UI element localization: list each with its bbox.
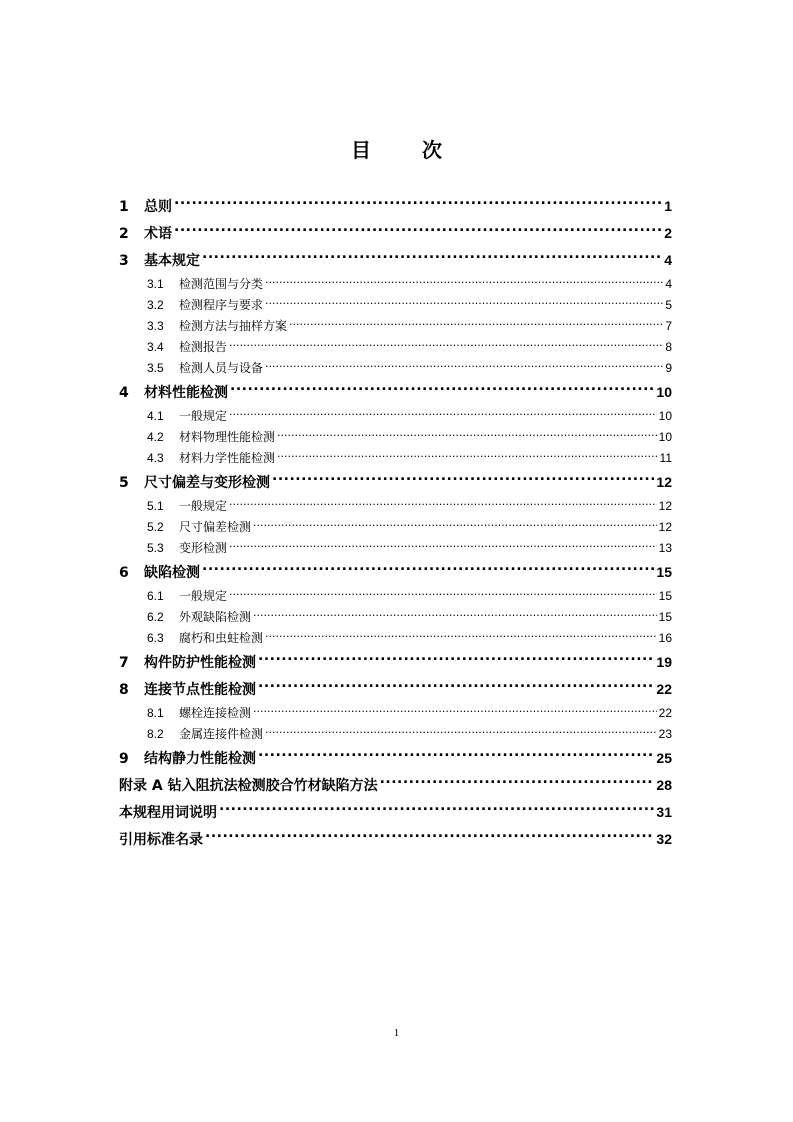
toc-subsection-entry[interactable]	[119, 274, 672, 295]
toc-subsection-entry[interactable]	[119, 427, 672, 448]
toc-entry-number: 3.5	[147, 361, 164, 375]
toc-entry-title: 术语	[144, 226, 172, 242]
dot-leader	[272, 473, 654, 487]
toc-entry-page: 10	[658, 409, 672, 423]
dot-leader	[265, 726, 657, 738]
toc-entry-page: 25	[656, 750, 672, 766]
toc-entry-title: 变形检测	[179, 541, 228, 555]
toc-section-entry[interactable]	[119, 469, 672, 496]
page-number: 1	[393, 1027, 400, 1039]
toc-entry-title: 连接节点性能检测	[144, 682, 256, 698]
toc-section-entry[interactable]	[119, 247, 672, 274]
dot-leader	[253, 705, 657, 717]
toc-entry-number: 6.1	[147, 589, 164, 603]
toc-entry-page: 28	[656, 777, 672, 793]
toc-entry-page: 19	[656, 654, 672, 670]
toc-entry-title: 尺寸偏差与变形检测	[144, 475, 270, 491]
toc-entry-title: 附录 A 钻入阻抗法检测胶合竹材缺陷方法	[119, 778, 378, 794]
toc-entry-page: 16	[658, 631, 672, 645]
toc-entry-page: 2	[664, 225, 672, 241]
toc-entry-number: 4.3	[147, 451, 164, 465]
toc-entry-page: 22	[658, 706, 672, 720]
dot-leader	[265, 276, 663, 288]
toc-entry-number: 9	[119, 751, 129, 767]
toc-section-entry[interactable]	[119, 676, 672, 703]
toc-entry-page: 11	[659, 451, 672, 465]
toc-entry-number: 8	[119, 682, 129, 698]
toc-entry-page: 4	[665, 277, 672, 291]
toc-subsection-entry[interactable]	[119, 703, 672, 724]
toc-entry-page: 5	[665, 298, 672, 312]
toc-entry-number: 3.2	[147, 298, 164, 312]
dot-leader	[265, 297, 663, 309]
toc-entry-page: 12	[658, 499, 672, 513]
dot-leader	[229, 408, 657, 420]
dot-leader	[289, 318, 663, 330]
dot-leader	[229, 339, 663, 351]
toc-entry-page: 10	[658, 430, 672, 444]
toc-entry-page: 31	[656, 804, 672, 820]
toc-subsection-entry[interactable]	[119, 517, 672, 538]
toc-entry-title: 检测报告	[179, 340, 228, 354]
toc-section-entry[interactable]	[119, 559, 672, 586]
dot-leader	[174, 224, 662, 238]
dot-leader	[229, 498, 657, 510]
toc-entry-page: 15	[658, 610, 672, 624]
toc-subsection-entry[interactable]	[119, 724, 672, 745]
toc-page-title: 目 次	[351, 138, 464, 162]
toc-entry-title: 缺陷检测	[144, 565, 200, 581]
toc-entry-title: 总则	[144, 199, 172, 215]
toc-entry-number: 4	[119, 385, 129, 401]
toc-entry-title: 一般规定	[179, 499, 228, 513]
toc-entry-title: 尺寸偏差检测	[179, 520, 252, 534]
toc-entry-title: 引用标准名录	[119, 832, 203, 848]
toc-subsection-entry[interactable]	[119, 448, 672, 469]
toc-entry-title: 螺栓连接检测	[179, 706, 252, 720]
toc-entry-title: 材料力学性能检测	[179, 451, 276, 465]
toc-section-entry[interactable]	[119, 220, 672, 247]
toc-subsection-entry[interactable]	[119, 358, 672, 379]
table-of-contents	[119, 193, 672, 853]
toc-subsection-entry[interactable]	[119, 406, 672, 427]
toc-subsection-entry[interactable]	[119, 316, 672, 337]
toc-entry-page: 22	[656, 681, 672, 697]
toc-entry-title: 腐朽和虫蛀检测	[179, 631, 264, 645]
toc-entry-number: 5.2	[147, 520, 164, 534]
dot-leader	[202, 251, 662, 265]
toc-entry-page: 15	[658, 589, 672, 603]
toc-entry-number: 3	[119, 253, 129, 269]
toc-section-entry[interactable]	[119, 772, 672, 799]
toc-entry-page: 10	[656, 384, 672, 400]
dot-leader	[229, 540, 657, 552]
toc-entry-title: 检测范围与分类	[179, 277, 264, 291]
toc-subsection-entry[interactable]	[119, 607, 672, 628]
toc-subsection-entry[interactable]	[119, 496, 672, 517]
toc-entry-title: 检测人员与设备	[179, 361, 264, 375]
toc-entry-number: 7	[119, 655, 129, 671]
toc-entry-page: 13	[658, 541, 672, 555]
toc-entry-number: 1	[119, 199, 129, 215]
dot-leader	[230, 383, 654, 397]
dot-leader	[174, 197, 662, 211]
toc-entry-title: 基本规定	[144, 253, 200, 269]
toc-entry-page: 12	[656, 474, 672, 490]
toc-entry-page: 1	[664, 198, 672, 214]
toc-entry-title: 本规程用词说明	[119, 805, 217, 821]
toc-entry-number: 5	[119, 475, 129, 491]
toc-entry-number: 6.2	[147, 610, 164, 624]
toc-entry-number: 2	[119, 226, 129, 242]
toc-entry-title: 一般规定	[179, 409, 228, 423]
toc-subsection-entry[interactable]	[119, 337, 672, 358]
dot-leader	[277, 429, 657, 441]
toc-subsection-entry[interactable]	[119, 538, 672, 559]
toc-entry-number: 8.2	[147, 727, 164, 741]
dot-leader	[258, 749, 654, 763]
toc-section-entry[interactable]	[119, 799, 672, 826]
toc-section-entry[interactable]	[119, 649, 672, 676]
toc-entry-title: 构件防护性能检测	[144, 655, 256, 671]
dot-leader	[205, 830, 654, 844]
dot-leader	[253, 519, 657, 531]
toc-section-entry[interactable]	[119, 826, 672, 853]
toc-entry-number: 3.3	[147, 319, 164, 333]
dot-leader	[219, 803, 654, 817]
dot-leader	[258, 680, 654, 694]
toc-entry-page: 4	[664, 252, 672, 268]
toc-entry-number: 5.3	[147, 541, 164, 555]
toc-entry-page: 7	[665, 319, 672, 333]
toc-entry-title: 材料物理性能检测	[179, 430, 276, 444]
toc-entry-number: 6	[119, 565, 129, 581]
toc-subsection-entry[interactable]	[119, 628, 672, 649]
toc-entry-title: 结构静力性能检测	[144, 751, 256, 767]
toc-entry-number: 6.3	[147, 631, 164, 645]
dot-leader	[202, 563, 654, 577]
toc-entry-title: 外观缺陷检测	[179, 610, 252, 624]
dot-leader	[380, 776, 655, 790]
toc-entry-page: 32	[656, 831, 672, 847]
toc-entry-title: 材料性能检测	[144, 385, 228, 401]
toc-section-entry[interactable]	[119, 193, 672, 220]
toc-entry-page: 8	[665, 340, 672, 354]
toc-subsection-entry[interactable]	[119, 586, 672, 607]
dot-leader	[265, 630, 657, 642]
toc-entry-number: 4.2	[147, 430, 164, 444]
toc-entry-number: 3.1	[147, 277, 164, 291]
dot-leader	[258, 653, 654, 667]
toc-entry-page: 15	[656, 564, 672, 580]
toc-subsection-entry[interactable]	[119, 295, 672, 316]
toc-entry-page: 12	[658, 520, 672, 534]
toc-entry-title: 检测程序与要求	[179, 298, 264, 312]
toc-entry-number: 5.1	[147, 499, 164, 513]
toc-entry-number: 3.4	[147, 340, 164, 354]
toc-entry-title: 一般规定	[179, 589, 228, 603]
toc-entry-page: 23	[658, 727, 672, 741]
toc-entry-title: 检测方法与抽样方案	[179, 319, 288, 333]
toc-entry-number: 4.1	[147, 409, 164, 423]
toc-entry-page: 9	[665, 361, 672, 375]
dot-leader	[253, 609, 657, 621]
dot-leader	[229, 588, 657, 600]
toc-section-entry[interactable]	[119, 745, 672, 772]
toc-entry-number: 8.1	[147, 706, 164, 720]
toc-section-entry[interactable]	[119, 379, 672, 406]
dot-leader	[277, 450, 658, 462]
toc-entry-title: 金属连接件检测	[179, 727, 264, 741]
dot-leader	[265, 360, 663, 372]
